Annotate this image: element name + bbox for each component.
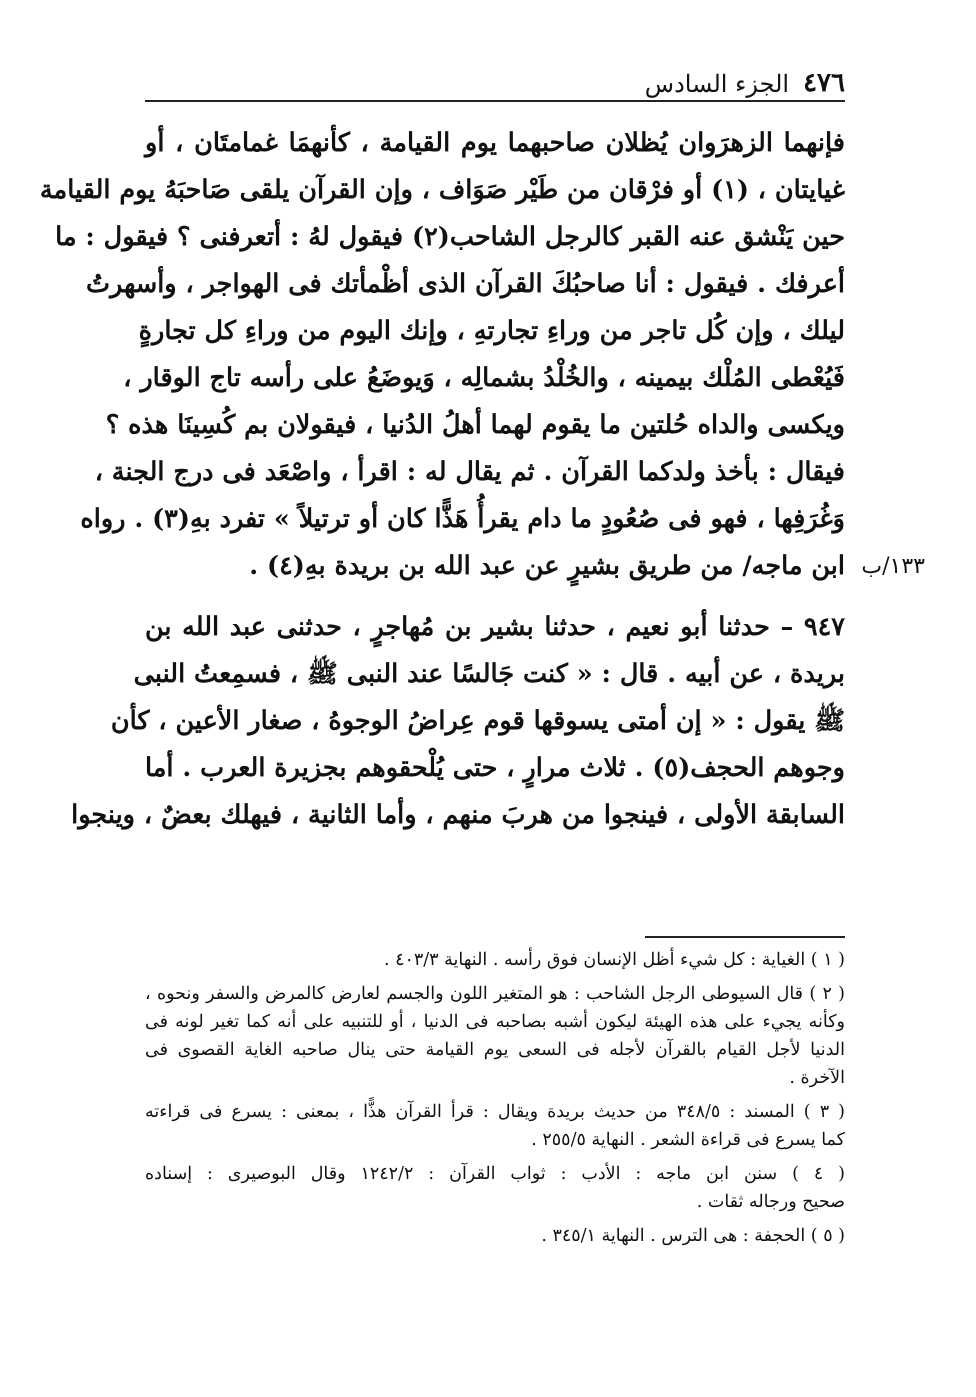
main-text (39, 120, 925, 839)
header-rule (145, 100, 845, 102)
body-line: أعرفك . فيقول : أنا صاحبُكَ القرآن الذى أظْمأتك فى الهواجر ، وأسهرتُ (86, 269, 845, 299)
body-line: فإنهما الزهرَوان يُظلان صاحبهما يوم القيامة ، كأنهمَا غمامتَان ، أو (145, 128, 845, 158)
body-line: وجوهم الحجف(٥) . ثلاث مرارٍ ، حتى يُلْحقوهم بجزيرة العرب . أما (145, 753, 845, 783)
body-line: ويكسى والداه حُلتين ما يقوم لهما أهلُ الدُنيا ، فيقولان بم كُسِينَا هذه ؟ (105, 410, 845, 440)
footnote-line: كما يسرع فى قراءة الشعر . النهاية ٢٥٥/٥ . (531, 1130, 845, 1150)
footnote-line: ( ١ ) الغياية : كل شيء أظل الإنسان فوق رأسه . النهاية ٤٠٣/٣ . (383, 950, 845, 970)
body-line: بريدة ، عن أبيه . قال : « كنت جَالسًا عند النبى ﷺ ، فسمِعتُ النبى (133, 659, 845, 689)
body-line: حين يَنْشق عنه القبر كالرجل الشاحب(٢) فيقول لهُ : أتعرفنى ؟ فيقول : ما (55, 222, 845, 252)
body-line: فَيُعْطى المُلْك بيمينه ، والخُلْدُ بشمالِه ، وَيوضَعُ على رأسه تاج الوقار ، (123, 363, 845, 393)
footnote-line: الآخرة . (789, 1068, 845, 1088)
page-header (145, 58, 845, 98)
footnote-line: الدنيا لأجل القيام بالقرآن لأجله فى السعى يوم القيامة حتى ينال صاحبه الغاية القصوى فى (145, 1040, 845, 1060)
page-number: ٤٧٦ (803, 68, 845, 98)
body-line: غيايتان ، (١) أو فرْقان من طَيْر صَوَاف ، وإن القرآن يلقى صَاحبَهُ يوم القيامة (39, 175, 845, 205)
footnotes (145, 946, 845, 1250)
running-title: الجزء السادس (644, 70, 790, 98)
footnote-line: ( ٢ ) قال السيوطى الرجل الشاحب : هو المتغير اللون والجسم لعارض كالمرض والسفر ونحوه ، (145, 984, 845, 1004)
footnote-line: ( ٤ ) سنن ابن ماجه : الأدب : ثواب القرآن : ١٢٤٢/٢ وقال البوصيرى : إسناده (145, 1164, 845, 1184)
body-line: ٩٤٧ – حدثنا أبو نعيم ، حدثنا بشير بن مُهاجرٍ ، حدثنى عبد الله بن (145, 612, 845, 642)
footnote-line: صحيح ورجاله ثقات . (696, 1192, 845, 1212)
body-line: ﷺ يقول : « إن أمتى يسوقها قوم عِراضُ الوجوهُ ، صغار الأعين ، كأن (110, 706, 845, 736)
body-line: فيقال : بأخذ ولدكما القرآن . ثم يقال له : اقرأ ، واصْعَد فى درج الجنة ، (94, 457, 845, 487)
footnote-line: ( ٣ ) المسند : ٣٤٨/٥ من حديث بريدة ويقال : قرأ القرآن هذًّا ، بمعنى : يسرع فى قراءته (145, 1102, 845, 1122)
footnote-separator (645, 936, 845, 938)
body-line-with-margin-note (145, 543, 925, 590)
body-line: وَغُرَفِها ، فهو فى صُعُودٍ ما دام يقرأُ هَذًّا كان أو ترتيلاً » تفرد بهِ(٣) . رواه (80, 504, 845, 534)
body-line-text: ابن ماجه/ من طريق بشيرٍ عن عبد الله بن بريدة بهِ(٤) . (249, 551, 845, 581)
body-line: ليلك ، وإن كُل تاجر من وراءِ تجارتهِ ، وإنك اليوم من وراءِ كل تجارةٍ (138, 316, 845, 346)
margin-folio-note: ١٣٣/ب (861, 554, 925, 579)
footnote-line: ( ٥ ) الحجفة : هى الترس . النهاية ٣٤٥/١ . (541, 1226, 845, 1246)
footnote-line: وكأنه يجيء على هذه الهيئة ليكون أشبه بصاحبه فى الدنيا ، أو للتنبيه على أنه كما تغير لونه فى (145, 1012, 845, 1032)
body-line: السابقة الأولى ، فينجوا من هربَ منهم ، وأما الثانية ، فيهلك بعضٌ ، وينجوا (71, 800, 845, 830)
